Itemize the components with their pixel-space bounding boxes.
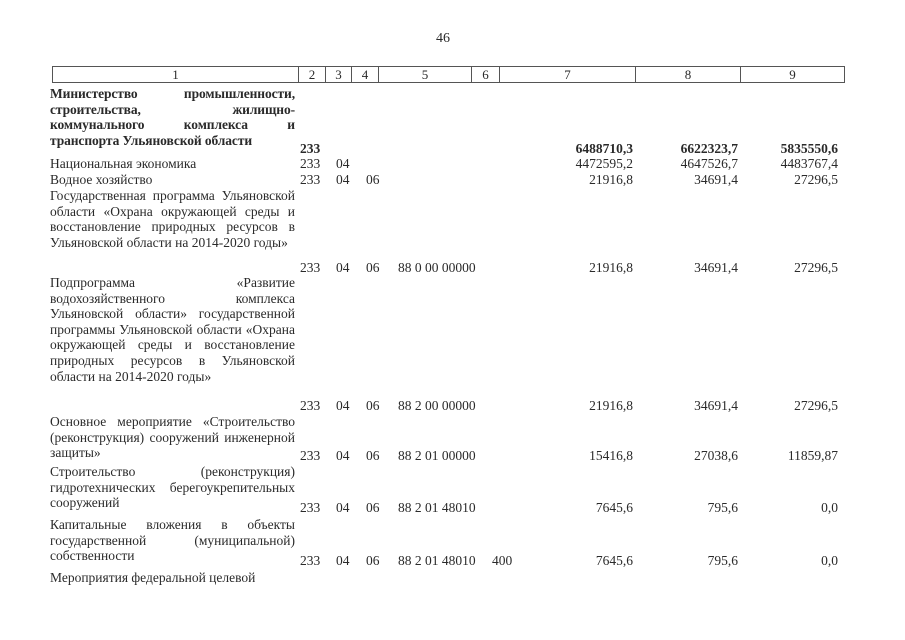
column-header-1: 1 xyxy=(172,67,179,82)
table-cell-target-code: 88 2 01 00000 xyxy=(398,448,476,463)
table-cell-code: 04 xyxy=(336,398,350,413)
table-cell-code: 06 xyxy=(366,553,380,568)
table-row-name: Национальная экономика xyxy=(50,156,197,171)
page-number: 46 xyxy=(436,31,450,46)
column-header-3: 3 xyxy=(325,67,351,82)
column-header-7: 7 xyxy=(499,67,635,82)
table-cell-code: 06 xyxy=(366,172,380,187)
table-cell-target-code: 88 2 01 48010 xyxy=(398,553,476,568)
table-cell-value: 6488710,3 xyxy=(575,141,633,156)
table-cell-value: 34691,4 xyxy=(694,398,738,413)
table-cell-value: 7645,6 xyxy=(595,553,633,568)
table-row-name: Мероприятия федеральной целевой xyxy=(50,570,256,585)
column-header-2: 2 xyxy=(298,67,325,82)
table-cell-code: 233 xyxy=(300,141,321,156)
table-cell-value: 0,0 xyxy=(821,500,838,515)
table-cell-code: 06 xyxy=(366,260,380,275)
table-cell-code: 04 xyxy=(336,500,350,515)
table-cell-code: 04 xyxy=(336,448,350,463)
table-cell-value: 21916,8 xyxy=(589,172,633,187)
table-cell-value: 11859,87 xyxy=(787,448,838,463)
table-cell-value: 6622323,7 xyxy=(680,141,738,156)
column-header-row xyxy=(52,66,845,83)
table-row-name: Подпрограмма «Развитие водохозяйственного комплекса Ульяновской области» государственной программы Ульяновской области «Охрана окружающей среды и восстановление природных ресурсов в Ульяновской области на 2014-2020 годы» xyxy=(50,275,295,384)
table-cell-code: 233 xyxy=(300,172,321,187)
table-cell-value: 27296,5 xyxy=(794,398,838,413)
column-header-8: 8 xyxy=(635,67,740,82)
table-cell-code: 233 xyxy=(300,156,321,171)
table-cell-code: 233 xyxy=(300,398,321,413)
table-cell-code: 233 xyxy=(300,500,321,515)
table-row-name: Министерство промышленности, строительства, жилищно-коммунального комплекса и транспорта Ульяновской области xyxy=(50,86,295,148)
table-cell-value: 795,6 xyxy=(707,500,738,515)
table-cell-code: 04 xyxy=(336,260,350,275)
table-cell-value: 27038,6 xyxy=(694,448,738,463)
table-row-name: Строительство (реконструкция) гидротехнических берегоукрепительных сооружений xyxy=(50,464,295,511)
table-cell-target-code: 88 2 01 48010 xyxy=(398,500,476,515)
table-row-name: Капитальные вложения в объекты государственной (муниципальной) собственности xyxy=(50,517,295,564)
table-cell-target-code: 88 2 00 00000 xyxy=(398,398,476,413)
table-cell-code: 233 xyxy=(300,553,321,568)
table-cell-code: 400 xyxy=(492,553,513,568)
column-header-9: 9 xyxy=(740,67,844,82)
table-cell-value: 795,6 xyxy=(707,553,738,568)
table-cell-value: 21916,8 xyxy=(589,260,633,275)
table-cell-value: 34691,4 xyxy=(694,260,738,275)
table-cell-value: 4472595,2 xyxy=(575,156,633,171)
table-cell-value: 7645,6 xyxy=(595,500,633,515)
table-cell-code: 233 xyxy=(300,260,321,275)
table-cell-value: 27296,5 xyxy=(794,260,838,275)
table-cell-code: 06 xyxy=(366,500,380,515)
table-row-name: Водное хозяйство xyxy=(50,172,153,187)
column-header-4: 4 xyxy=(351,67,378,82)
table-cell-value: 0,0 xyxy=(821,553,838,568)
table-cell-value: 27296,5 xyxy=(794,172,838,187)
column-header-6: 6 xyxy=(471,67,499,82)
table-cell-value: 34691,4 xyxy=(694,172,738,187)
table-cell-code: 06 xyxy=(366,448,380,463)
table-row-name: Государственная программа Ульяновской области «Охрана окружающей среды и восстановление природных ресурсов в Ульяновской области на 2014-2020 годы» xyxy=(50,188,295,250)
table-cell-value: 4647526,7 xyxy=(680,156,738,171)
table-cell-value: 5835550,6 xyxy=(780,141,838,156)
table-cell-code: 04 xyxy=(336,553,350,568)
table-cell-value: 15416,8 xyxy=(589,448,633,463)
table-cell-code: 233 xyxy=(300,448,321,463)
column-header-5: 5 xyxy=(378,67,471,82)
table-cell-code: 04 xyxy=(336,156,350,171)
table-cell-code: 06 xyxy=(366,398,380,413)
table-row-name: Основное мероприятие «Строительство (реконструкция) сооружений инженерной защиты» xyxy=(50,414,295,461)
table-cell-target-code: 88 0 00 00000 xyxy=(398,260,476,275)
table-cell-value: 21916,8 xyxy=(589,398,633,413)
table-cell-value: 4483767,4 xyxy=(780,156,838,171)
table-cell-code: 04 xyxy=(336,172,350,187)
